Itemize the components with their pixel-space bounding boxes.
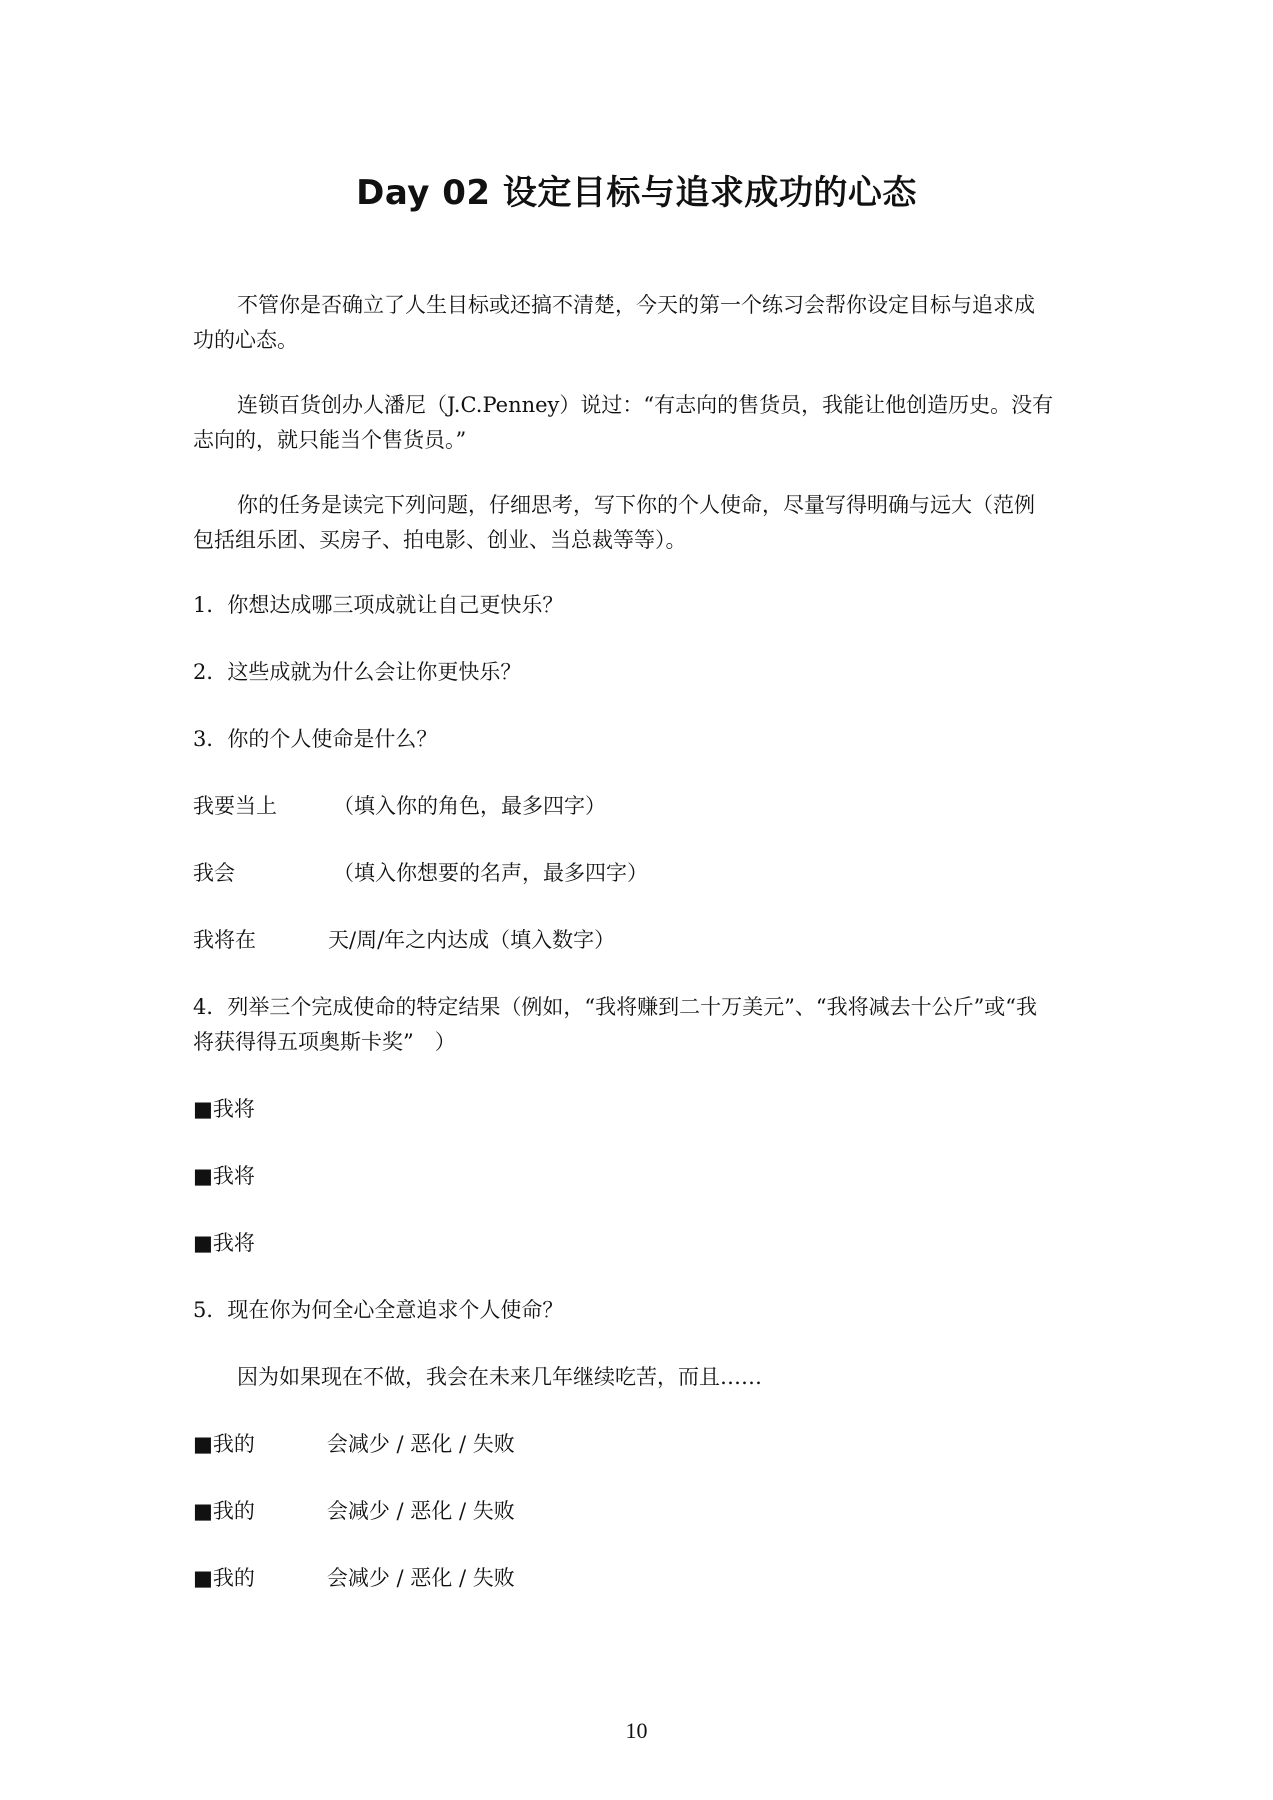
consequence-item-2-prefix: ■我的: [193, 1499, 255, 1523]
mission-fame-prefix: 我会: [193, 861, 235, 885]
result-item-2: ■我将: [193, 1164, 255, 1188]
mission-deadline-line: [193, 923, 1083, 958]
consequence-item-1-suffix: 会减少 / 恶化 / 失败: [326, 1432, 515, 1456]
consequence-item-1: [193, 1427, 1083, 1462]
intro-paragraph-1-line-1: 不管你是否确立了人生目标或还搞不清楚，今天的第一个练习会帮你设定目标与追求成: [237, 293, 1035, 317]
mission-role-line: [193, 789, 1083, 824]
consequence-item-2: [193, 1494, 1083, 1529]
mission-deadline-hint: 天/周/年之内达成（填入数字）: [328, 928, 616, 952]
question-4-line-2: 将获得得五项奥斯卡奖” ）: [193, 1030, 456, 1054]
consequence-item-1-prefix: ■我的: [193, 1432, 255, 1456]
mission-fame-hint: （填入你想要的名声，最多四字）: [333, 861, 648, 885]
intro-paragraph-3-line-1: 你的任务是读完下列问题，仔细思考，写下你的个人使命，尽量写得明确与远大（范例: [237, 493, 1035, 517]
question-2: 2．这些成就为什么会让你更快乐？: [193, 660, 522, 684]
page-number: 10: [625, 1718, 648, 1743]
question-5-lead: 因为如果现在不做，我会在未来几年继续吃苦，而且……: [237, 1365, 762, 1389]
mission-role-hint: （填入你的角色，最多四字）: [333, 794, 606, 818]
consequence-item-3: [193, 1561, 1083, 1596]
question-1: 1．你想达成哪三项成就让自己更快乐？: [193, 593, 564, 617]
intro-paragraph-3-line-2: 包括组乐团、买房子、拍电影、创业、当总裁等等）。: [193, 528, 687, 552]
consequence-item-3-prefix: ■我的: [193, 1566, 255, 1590]
intro-paragraph-1-line-2: 功的心态。: [193, 328, 298, 352]
consequence-item-2-suffix: 会减少 / 恶化 / 失败: [326, 1499, 515, 1523]
intro-paragraph-2-line-2: 志向的，就只能当个售货员。”: [193, 428, 467, 452]
question-4-line-1: 4．列举三个完成使命的特定结果（例如，“我将赚到二十万美元”、“我将减去十公斤”或“我: [193, 995, 1038, 1019]
page-title: Day 02 设定目标与追求成功的心态: [356, 173, 917, 213]
mission-fame-line: [193, 856, 1083, 891]
mission-deadline-prefix: 我将在: [193, 928, 256, 952]
mission-role-prefix: 我要当上: [193, 794, 277, 818]
intro-paragraph-2-line-1: 连锁百货创办人潘尼（J.C.Penney）说过：“有志向的售货员，我能让他创造历史。没有: [237, 393, 1054, 417]
result-item-3: ■我将: [193, 1231, 255, 1255]
consequence-item-3-suffix: 会减少 / 恶化 / 失败: [326, 1566, 515, 1590]
result-item-1: ■我将: [193, 1097, 255, 1121]
question-5: 5．现在你为何全心全意追求个人使命？: [193, 1298, 564, 1322]
question-3: 3．你的个人使命是什么？: [193, 727, 438, 751]
